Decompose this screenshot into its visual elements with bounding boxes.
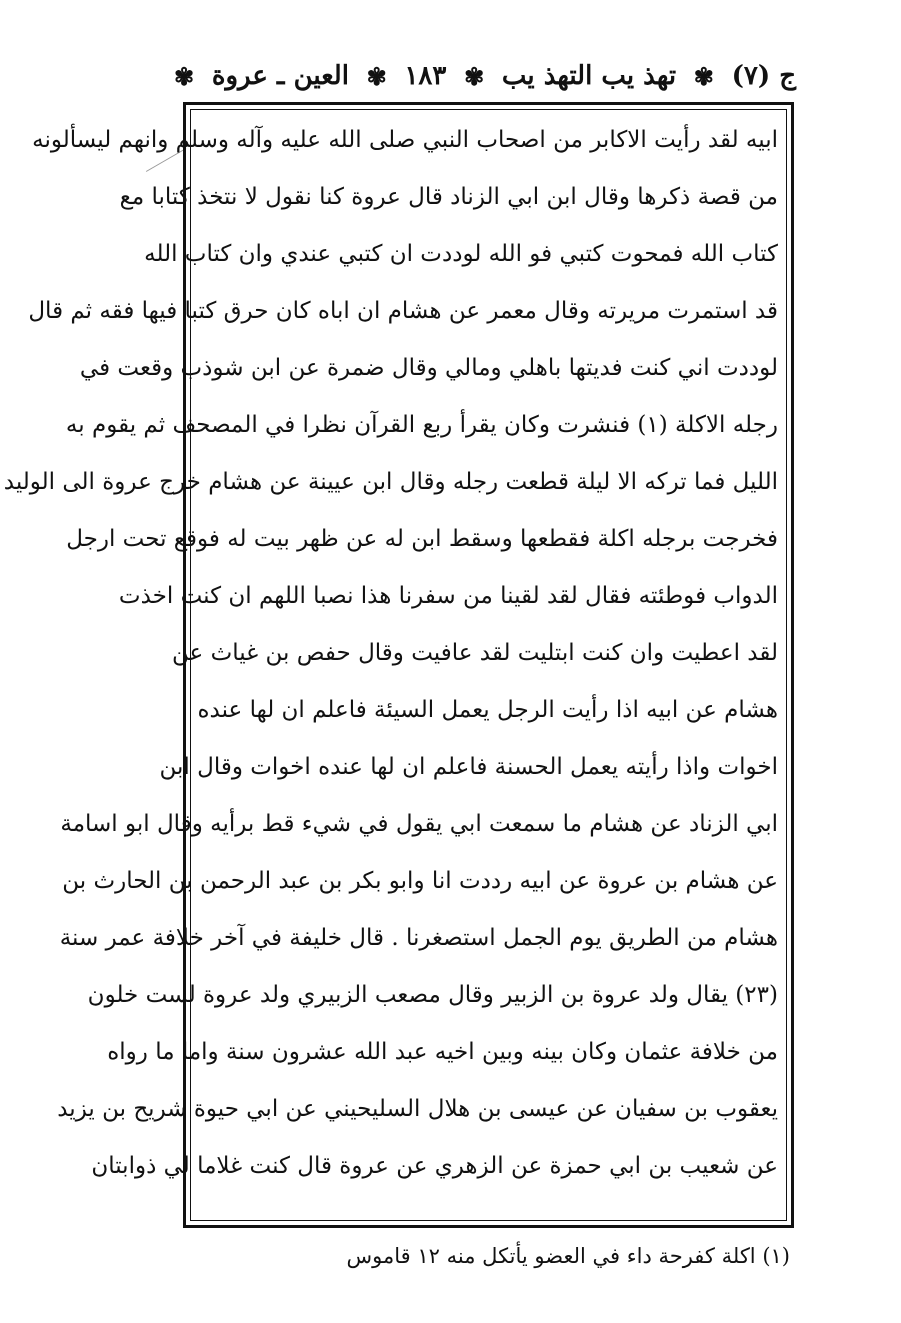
text-line: الليل فما تركه الا ليلة قطعت رجله وقال ابن عيينة عن هشام خرج عروة الى الوليد <box>3 469 778 495</box>
body-text <box>3 120 778 1220</box>
text-line: لقد اعطيت وان كنت ابتليت لقد عافيت وقال حفص بن غياث عن <box>172 640 778 666</box>
text-line: عن شعيب بن ابي حمزة عن الزهري عن عروة قال كنت غلاما لي ذوابتان <box>91 1153 778 1179</box>
header-section: العين ـ عروة <box>211 61 349 91</box>
page-number: ١٨٣ <box>404 61 447 91</box>
text-line: يعقوب بن سفيان عن عيسى بن هلال السليحيني عن ابي حيوة شريح بن يزيد <box>57 1096 778 1122</box>
ornament-icon: ✾ <box>693 61 714 91</box>
text-line: رجله الاكلة (١) فنشرت وكان يقرأ ربع القرآن نظرا في المصحف ثم يقوم به <box>65 412 778 438</box>
ornament-icon: ✾ <box>464 61 485 91</box>
text-line: هشام عن ابيه اذا رأيت الرجل يعمل السيئة فاعلم ان لها عنده <box>197 697 778 723</box>
text-line: الدواب فوطئته فقال لقد لقينا من سفرنا هذا نصبا اللهم ان كنت اخذت <box>118 583 778 609</box>
text-line: (٢٣) يقال ولد عروة بن الزبير وقال مصعب الزبيري ولد عروة لست خلون <box>87 982 778 1008</box>
running-header <box>168 52 796 100</box>
text-line: فخرجت برجله اكلة فقطعها وسقط ابن له عن ظهر بيت له فوقع تحت ارجل <box>66 526 778 552</box>
text-line: قد استمرت مريرته وقال معمر عن هشام ان اباه كان حرق كتبا فيها فقه ثم قال <box>28 298 778 324</box>
text-line: اخوات واذا رأيته يعمل الحسنة فاعلم ان لها عنده اخوات وقال ابن <box>159 754 778 780</box>
ornament-icon: ✾ <box>174 61 195 91</box>
text-line: كتاب الله فمحوت كتبي فو الله لوددت ان كتبي عندي وان كتاب الله <box>144 241 778 267</box>
ornament-icon: ✾ <box>366 61 387 91</box>
text-line: لوددت اني كنت فديتها باهلي ومالي وقال ضمرة عن ابن شوذب وقعت في <box>79 355 778 381</box>
header-volume: ج (٧) <box>731 61 796 91</box>
text-line: من خلافة عثمان وكان بينه وبين اخيه عبد الله عشرون سنة واما ما رواه <box>107 1039 778 1065</box>
text-line: ابي الزناد عن هشام ما سمعت ابي يقول في شيء قط برأيه وقال ابو اسامة <box>60 811 778 837</box>
text-line: هشام من الطريق يوم الجمل استصغرنا . قال خليفة في آخر خلافة عمر سنة <box>59 925 778 951</box>
text-line: ابيه لقد رأيت الاكابر من اصحاب النبي صلى الله عليه وآله وسلم وانهم ليسألونه <box>32 127 778 153</box>
header-book-title: تهذ يب التهذ يب <box>501 61 677 91</box>
text-line: من قصة ذكرها وقال ابن ابي الزناد قال عروة كنا نقول لا نتخذ كتابا مع <box>119 184 778 210</box>
footnote: (١) اكلة كفرحة داء في العضو يأتكل منه ١٢ قاموس <box>346 1244 790 1268</box>
text-line: عن هشام بن عروة عن ابيه رددت انا وابو بكر بن عبد الرحمن بن الحارث بن <box>62 868 778 894</box>
